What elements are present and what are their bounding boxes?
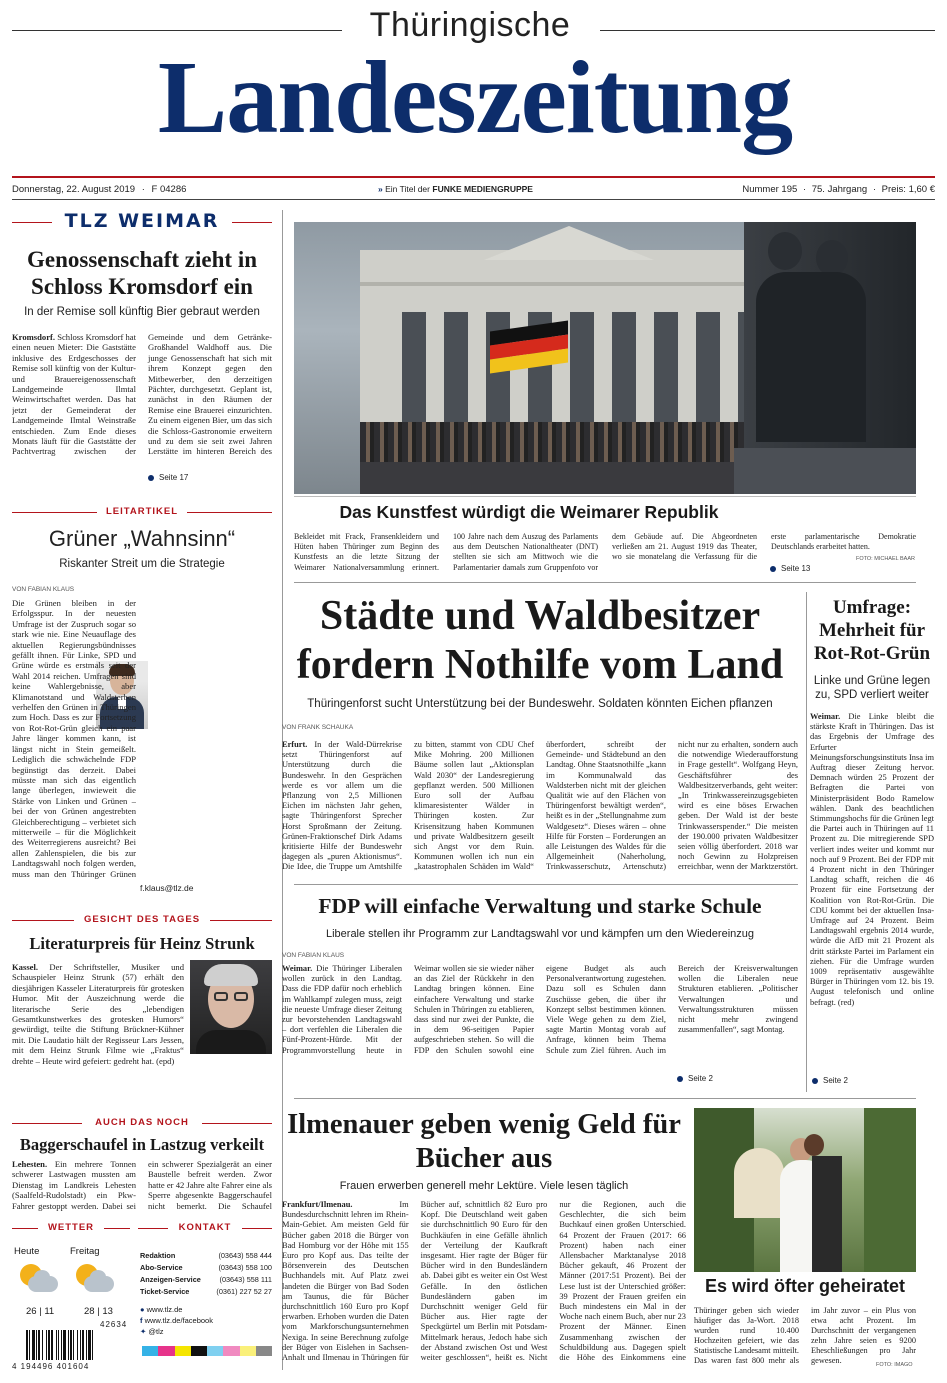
masthead-name: Landeszeitung <box>157 40 793 155</box>
gesicht-body <box>12 962 184 1098</box>
ilmenau-headline: Ilmenauer geben wenig Geld für Bücher aus <box>287 1109 681 1174</box>
umfrage-author: (red) <box>837 997 855 1007</box>
fdp-dateline: Weimar. <box>282 964 313 973</box>
leitartikel-byline: VON FABIAN KLAUS <box>12 586 75 593</box>
fdp-headline: FDP will einfache Verwaltung und starke Schule <box>318 894 762 918</box>
wetter-day2: Freitag <box>70 1246 100 1257</box>
sun-cloud-icon <box>16 1262 60 1294</box>
kontakt-value[interactable]: (0361) 227 52 27 <box>216 1287 272 1296</box>
kunstfest-credit: FOTO: MICHAEL BAAR <box>856 556 915 562</box>
wetter-temp1: 26 | 11 <box>26 1306 55 1317</box>
leitartikel-body-text: Die Grünen bleiben in der Erfolgsspur. In der neuesten Umfrage ist der Zuspruch sogar so stark wie nie. Eine Neuauflage des aktuellen Regierungsbündnisses gefällt ihnen. Für Linke, SPD und Grüne würde es erstmals seit der Wahl 2014 reichen. Umfragen sind keine Wahlergebnisse, aber Klimanotstand und Waldsterben verhelfen den Grünen in Thüringen zum Hoch. Dass es zur Fortsetzung von Rot-Rot-Grün gleich ein paar Jahre länger kommen kann, ist längst nicht in Stein gemeißelt. Lediglich die schwächelnde FDP begünstigt das derzeit. Dabei müsste man sich das eigentlich lange überlegen, inwieweit die Stärke von Linken und Grünen – bei der von Grünen angestrebten Gleichberechtigung – verbietet sich mitterweile – für die Möglichkeit des Weiterregierens ausreicht? Bei allen Zahlenspielen, die bis zur Landtagswahl noch folgen werden, muss man den Thüringer Grünen <box>12 598 136 879</box>
code: F 04286 <box>151 184 187 195</box>
barcode-top: 42634 <box>100 1320 128 1329</box>
kunstfest-body-text: Bekleidet mit Frack, Fransenkleidern und Hüten haben Thüringer zum Beginn des Kunstfests an die letzte Sitzung der Weimarer Nationalversammlung erinnert. 100 Jahre nach dem Auszug des Parlaments aus dem Deutschen Nationaltheater (DNT) stellten sie sich am Mittwoch wie die Parlamentarier damals zum Gruppenfoto vor dem Gebäude auf. Die Abgeordneten verließen am 21. August 1919 das Theater, wo sie monatelang die Verfassung für die erste parlamentarische Demokratie Deutschlands erarbeitet hatten. <box>294 532 916 572</box>
fdp-body-text: Die Thüringer Liberalen wollen zurück in den Landtag. Dass die FDP dafür noch erheblich im Wahlkampf zulegen muss, zeigt die neueste Umfrage dieser Zeitung zur bevorstehenden Landtagswahl – dort verfehlen die Liberalen die Fünf-Prozent-Hürde. Mit der Programmvorstellung heute in Weimar wollen sie sie wieder näher an das Ziel der Rückkehr in den Landtag bringen können. Eine einfachere Verwaltung und starke Schulen in Thüringen zu etablieren, dass sind nur zwei der Punkte, die in dem 96-seitigen Papier aufgeschrieben stehen. So will die FDP den Schulen sowohl eine eigene Budget als auch Personalverantwortung zugestehen. Dazu soll es Schulen dann Zuschüsse geben, die über ihr Konzept selbst bestimmen können. Viele Wege gehen zu dem Ziel, sagte Martin Montag vorab auf Anfrage, können beim Thema Schule zum Ziel führen. Auch im Bereich der Kreisverwaltungen wollen die Liberalen neue Strukturen etablieren. „Politischer Verwaltungen und Verwaltungsstrukturen müssen nicht mehr zwingend zusammenfallen“, sagt Montag. <box>282 964 798 1055</box>
facebook-icon: f <box>140 1316 143 1325</box>
kontakt-section: KONTAKT <box>178 1222 232 1233</box>
strunk-photo <box>190 960 272 1054</box>
sun-cloud-icon <box>72 1262 116 1294</box>
gesicht-dateline: Kassel. <box>12 962 39 972</box>
local-section: TLZ WEIMAR <box>64 210 220 232</box>
masthead-date: Donnerstag, 22. August 2019 · F 04286 <box>12 184 187 195</box>
gesicht-author: (epd) <box>156 1055 175 1066</box>
umfrage-dateline: Weimar. <box>810 712 841 721</box>
leitartikel-subline: Riskanter Streit um die Strategie <box>59 558 225 570</box>
gesicht-headline: Literaturpreis für Heinz Strunk <box>29 934 255 953</box>
globe-icon: ● <box>140 1305 145 1314</box>
auch-das-noch <box>12 1117 272 1217</box>
wedding-photo <box>694 1108 916 1272</box>
gesicht-des-tages <box>12 914 272 1104</box>
gesicht-section: GESICHT DES TAGES <box>83 914 201 925</box>
local-ref[interactable]: Seite 17 <box>148 473 188 482</box>
ilmenau-dateline: Frankfurt/Ilmenau. <box>282 1200 353 1209</box>
kontakt-row <box>140 1262 272 1274</box>
volume: 75. Jahrgang <box>811 184 868 195</box>
auch-dateline: Lehesten. <box>12 1159 48 1169</box>
ilmenau-article <box>282 1102 686 1374</box>
umfrage-body-text: Die Linke bleibt die stärkste Kraft in Thüringen. Das ist das Ergebnis der Umfrage des Erfurter Meinungsforschungsinstituts Insa im Auftrag dieser Zeitung hervor. Demnach würden 25 Prozent der Befragten die Partei von Ministerpräsident Bodo Ramelow wählen. Dank des beachtlichen Stimmungshochs für die Grünen legt die Partei auch in Thüringen auf 11 Prozent zu. Die mitregierende SPD verliert indes weiter und kommt nur noch auf 9 Prozent. Bei der FDP mit 4 Prozent nicht in den Thüringer Landtag schafft, reichen die 46 Prozent für eine Fortsetzung der Koalition von Rot-Rot-Grün. Die CDU kommt bei der aktuellen Insa-Umfrage auf 24 Prozent. Beim Landtagswahl ergebnis 2014 wurde, würde die AfD mit 21 Prozent als dritt stärkste Partei im Parlament ein ziehen. Für die Umfrage wurden 1009 repräsentativ ausgewählte Bürger in Thüringen vom 12. bis 19. August telefonisch und online befragt. <box>810 712 934 1007</box>
kontakt-label: Ticket-Service <box>140 1287 190 1296</box>
lead-headline: Städte und Waldbesitzer fordern Nothilfe vom Land <box>296 593 784 688</box>
wetter-temp2: 28 | 13 <box>84 1306 113 1317</box>
wedding-credit: FOTO: IMAGO <box>876 1362 913 1368</box>
gesicht-body-text: Der Schriftsteller, Musiker und Schauspieler Heinz Strunk (57) erhält den diesjährigen Kasseler Literaturpreis für grotesken Humor. Mit der Auszeichnung werde die literarische Serie des „lebendigen Gesamtkunstwerkes des grotesken Humors“ gewürdigt, teilte die Stiftung Brückner-Kühner mit. Die Laudatio hält der Regisseur Lars Jessen, mit dem Heinz Strunk Filme wie „Fraktus“ drehte – Heute wird gefeiert: gedreht hat. <box>12 962 184 1066</box>
barcode-bar <box>93 1330 95 1360</box>
publisher-prefix: Ein Titel der <box>385 184 430 194</box>
umfrage-subline: Linke und Grüne legen zu, SPD verliert weiter <box>813 675 931 701</box>
local-dateline: Kromsdorf. <box>12 332 56 342</box>
wedding-body <box>694 1306 916 1370</box>
lead-dateline: Erfurt. <box>282 740 308 749</box>
auch-headline: Baggerschaufel in Lastzug verkeilt <box>19 1135 265 1154</box>
local-subline: In der Remise soll künftig Bier gebraut werden <box>24 306 260 318</box>
umfrage-article <box>810 596 934 1090</box>
leitartikel-body-cont <box>148 584 272 884</box>
kontakt-facebook[interactable]: www.tlz.de/facebook <box>144 1316 213 1325</box>
masthead-top: Thüringische <box>369 6 571 44</box>
local-body-text: Schloss Kromsdorf hat einen neuen Mieter: Die Gaststätte inklusive des Erdgeschosses der Remise soll künftig von der Kultur- und Brauereigenossenschaft Landgemeinde Ilmtal Weinwirtschaftet werden. Das hat jetzt der Gemeinderat der Landgemeinde Ilmtal Weinstraße entschieden. Zum Ende dieses Monats läuft für die Gaststätte der Pachtvertrag zwischen der Gemeinde und dem Getränke-Großhandel Waldhoff aus. Die junge Genossenschaft hat sich mit ihrem Konzept gegen den Mitbewerber, den derzeitigen Pächter, durchgesetzt. Geplant ist, zunächst in den Räumen der Remise eine Brauerei einzurichten. Zu einem eigenen Bier, um das sich die Schloss-Gastronomie erweitern und zu dem sie seit zwei Jahren Lerstätte im hinteren Bereich des <box>12 332 272 457</box>
local-headline: Genossenschaft zieht in Schloss Kromsdorf ein <box>27 247 257 299</box>
umfrage-headline: Umfrage: Mehrheit für Rot-Rot-Grün <box>813 597 931 664</box>
fdp-body <box>282 964 798 1068</box>
wetter-day1: Heute <box>14 1246 40 1257</box>
fdp-article <box>282 890 798 1090</box>
lead-body-text: In der Wald-Dürrekrise setzt Thüringenforst auf Unterstützung durch die Bundeswehr. In den Gesprächen werde es vor allem um die Pflanzung von 2,5 Millionen Eichen im nächsten Jahr gehen, sagte Thüringenforst Sprecher Horst Sproßmann der Zeitung. Grünen-Fraktionschef Dirk Adams kritisierte Hilfe der Bundeswehr dagegen als „puren Aktionismus“. Die Idee, die Truppe um Amtshilfe zu bitten, stammt von CDU Chef Mike Mohring. 200 Millionen Bäume sollen laut „Aktionsplan Wald 2030“ der Landesregierung gepflanzt werden. 500 Millionen Euro soll der Aufbau klimaresistenter Wälder in Thüringen kosten. Zur Krisensitzung haben Kommunen und private Waldbesitzern geseilt sich Angst vor dem Ruin. Kommunen wollen ich nun ein „katastrophalen Schäden im Wald“ überfordert, schreibt der Gemeinde- und Städtebund an den Landtag. Ohne Staatsnothilfe „kann im Kommunalwald das Waldsterben nicht mit der gleichen Qualität wie auf den Flächen von Thüringenforst bewältigt werden“, heißt es in der „Stellungnahme zum Waldgesetz“. Dieses wären – ohne Hilfe für Forsten – Forderungen an alle Leistungen des Waldes für die Allgemeinheit (Naherholung, Trinkwasserschutz, Artenschutz) nicht nur zu erhalten, sondern auch die notwendige Wiederaufforstung in Frage gestellt“. Wolfgang Heyn, Geschäftsführer des Waldbesitzerverbands, geht weiter: „In Trinkwassereinzugsgebieten wird es eine böses Erwachen geben. Der Wald ist der beste Trinkwasserspender.“ Die meisten der 190.000 privaten Waldbesitzer seien völlig überfordert. 2018 war noch Gewinn zu Holzpreisen erreichbar, wenn der Marktzerstört. <box>282 740 798 872</box>
auch-body-text: Ein mehrere Tonnen schwerer Lastwagen mussten am Dienstag im Landkreis Lehesten (Saalfeld-Rudolstadt) ein Pkw-Fahrer gestoppt werden. Dabei sei ein schwerer Spezialgerät an einer Baustelle befreit werden. Zwor hatte er 42 Jahre alte Fahrer eine als Sperre abgesenkte Baggerschaufel nicht bemerkt. Die Schaufel <box>12 1159 272 1211</box>
kontakt-value[interactable]: (03643) 558 111 <box>219 1275 272 1284</box>
umfrage-body <box>810 712 934 1072</box>
ilmenau-subline: Frauen erwerben generell mehr Lektüre. Viele lesen täglich <box>339 1180 629 1192</box>
kontakt-label: Abo-Service <box>140 1263 183 1272</box>
ilmenau-body <box>282 1200 686 1372</box>
kontakt-twitter[interactable]: @tlz <box>148 1327 164 1336</box>
twitter-icon: ✦ <box>140 1327 147 1336</box>
kontakt-value[interactable]: (03643) 558 100 <box>218 1263 272 1272</box>
masthead <box>0 0 947 195</box>
barcode-bottom: 4 194496 401604 <box>12 1362 90 1371</box>
kontakt-label: Anzeigen-Service <box>140 1275 201 1284</box>
auch-body <box>12 1159 272 1221</box>
kontakt-row <box>140 1286 272 1298</box>
date: Donnerstag, 22. August 2019 <box>12 184 136 195</box>
ilmenau-body-text: Im Bundesdurchschnitt lehren im Rhein-Main-Gebiet. Am meisten Geld für Bücher gaben 2018 die Bürger von Bad Homburg vor der Höhe mit 155 Euro pro Kopf aus. Das teilte der Börsenverein des Deutschen Buchhandels mit. Auf Platz zwei landeten die Bürger von Bad Soden am Taunus, die für Bücher durchschnittlich 160 Euro pro Kopf erwarben. Erhoben wurden die Daten vom Markforschungsunternehmen Nexiga. In seine Berechnung zufolge der Büger von Eislehen in Sachsen-Anhalt und Ilmenau in Thüringen für Bücher auf, schnittlich 82 Euro pro Kopf. Die Deutschland weit gaben sie durchschnittlich 90 Euro für den Buchkäufen in eine Gefälle ähnlich der Verteilung der Kaufkraft insgesamt. Hier ragte der Büger für Bücher wird in den Bundesländern ab. Dabei gibt es weiter ein Ost West Gefälle. In den östlichen Bundesländern gaben im Durchschnitt weniger Geld für Bücher aus. Hier ragte der Speckgürtel um Berlin mit Potsdam-Mittelmark heraus, Jedoch habe sich der Abstand zwischen Ost und West weiter geschlossen“, heißt es. Nicht nur die Regionen, auch die Geschlechter, die sich beim Buchkauf einen großen Unterschied. 64 Prozent der Frauen (2017: 66 Prozent) haben nach einer Allensbacher Marktanalyse 2018 Bücher gekauft, 46 Prozent der Männer (2017:51 Prozent). Bei der Lese lust ist der Unterschied größer: 39 Prozent der Frauen greifen ein Buch mindestens ein Mal in der Woche nach einem Buch, aber nur 23 Prozent der Männer. Einen Zusammenhang zwischen der Schuldbildung aus. Dagegen spielt die Höhe des Einkommens eine <box>282 1200 686 1363</box>
wedding-body-text: Thüringer geben sich wieder häufiger das Ja-Wort. 2018 wurden rund 10.400 Hochzeiten gefeiert, wie das Statistische Landesamt mitteilt. Das waren fast 800 mehr als im Jahr zuvor – ein Plus von etwa acht Prozent. Im Durchschnitt der vergangenen zehn Jahre seien es 9200 Eheschließungen pro Jahr gewesen. <box>694 1306 916 1365</box>
lead-subline: Thüringenforst sucht Unterstützung bei der Bundeswehr. Soldaten könnten Eichen pflanzen <box>307 698 773 710</box>
kunstfest-headline: Das Kunstfest würdigt die Weimarer Republik <box>339 502 719 522</box>
masthead-issue: Nummer 195 · 75. Jahrgang · Preis: 1,60 € <box>742 184 935 195</box>
kontakt-list <box>140 1250 272 1298</box>
leitartikel-headline: Grüner „Wahnsinn“ <box>48 526 236 551</box>
publisher: FUNKE MEDIENGRUPPE <box>432 184 533 194</box>
issue-number: Nummer 195 <box>742 184 798 195</box>
fdp-ref[interactable]: Seite 2 <box>677 1074 713 1083</box>
local-article <box>12 210 272 490</box>
wetter-section: WETTER <box>47 1222 95 1233</box>
lead-body <box>282 740 798 876</box>
local-body <box>12 332 272 462</box>
auch-section: AUCH DAS NOCH <box>95 1117 189 1128</box>
leitartikel-body <box>12 598 136 880</box>
umfrage-ref[interactable]: Seite 2 <box>812 1076 848 1085</box>
kontakt-web[interactable]: www.tlz.de <box>146 1305 183 1314</box>
publisher-arrow-icon: » <box>378 184 383 194</box>
barcode-bars <box>26 1330 131 1360</box>
fdp-byline: VON FABIAN KLAUS <box>282 952 345 959</box>
publisher-line <box>378 184 533 194</box>
kunstfest-ref[interactable]: Seite 13 <box>770 564 810 573</box>
kontakt-value[interactable]: (03643) 558 444 <box>218 1251 272 1260</box>
leitartikel-section: LEITARTIKEL <box>105 506 179 517</box>
kunstfest-photo <box>294 222 916 494</box>
leitartikel <box>12 506 272 901</box>
fdp-subline: Liberale stellen ihr Programm zur Landtagswahl vor und kämpfen um den Wiedereinzug <box>325 928 754 940</box>
lead-byline: VON FRANK SCHAUKA <box>282 724 354 731</box>
leitartikel-email[interactable]: f.klaus@tlz.de <box>140 883 194 893</box>
price: Preis: 1,60 € <box>881 184 935 195</box>
color-strip <box>142 1346 272 1356</box>
kontakt-row <box>140 1274 272 1286</box>
wedding-headline: Es wird öfter geheiratet <box>704 1276 906 1296</box>
kontakt-row <box>140 1250 272 1262</box>
kunstfest-body <box>294 532 916 576</box>
kontakt-label: Redaktion <box>140 1251 176 1260</box>
lead-article <box>282 588 798 888</box>
barcode <box>12 1320 272 1376</box>
